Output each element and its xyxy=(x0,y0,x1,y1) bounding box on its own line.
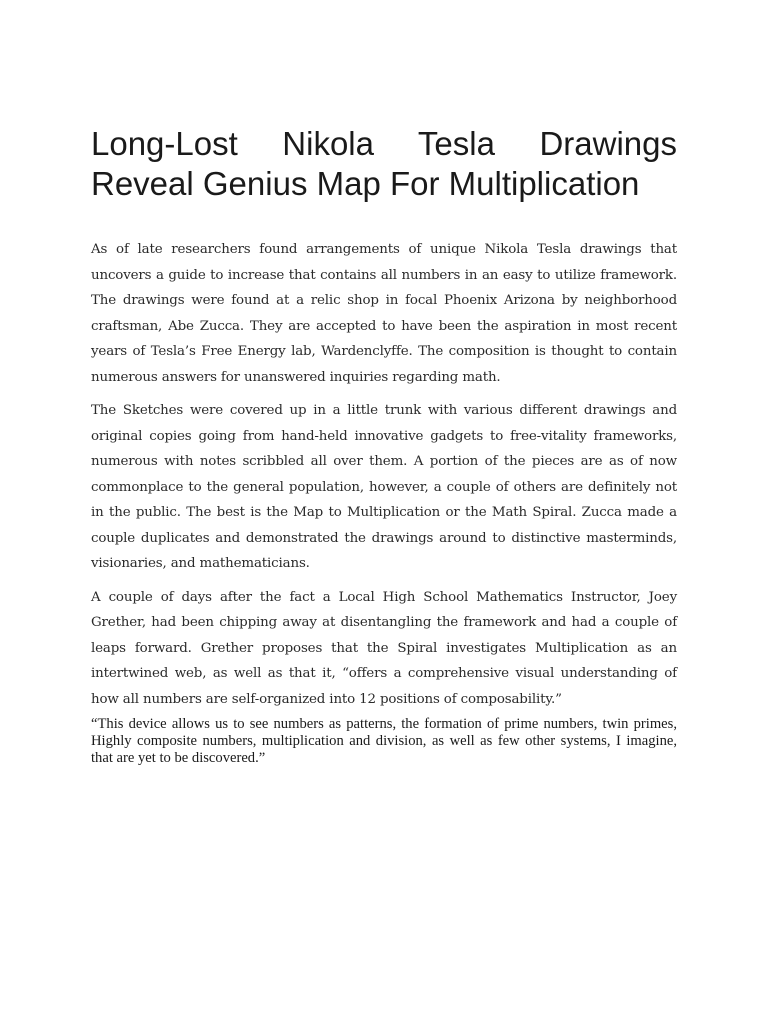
article-title xyxy=(91,124,677,204)
article-paragraph-2: The Sketches were covered up in a little trunk with various different drawings and original copies going from hand-held innovative gadgets to free-vitality frameworks, numerous with notes scribbled all over them. A portion of the pieces are as of now commonplace to the general population, however, a couple of others are definitely not in the public. The best is the Map to Multiplication or the Math Spiral. Zucca made a couple duplicates and demonstrated the drawings around to distinctive masterminds, visionaries, and mathematicians. xyxy=(91,403,677,571)
article-title-line-1: Long-Lost Nikola Tesla Drawings xyxy=(91,125,677,162)
article-quote: “This device allows us to see numbers as patterns, the formation of prime numbers, twin primes, Highly composite numbers, multiplication and division, as well as few other systems, I imagine, that are yet to be discovered.” xyxy=(91,716,677,766)
article-title-line-2: Reveal Genius Map For Multiplication xyxy=(91,165,640,202)
article-paragraph-3: A couple of days after the fact a Local High School Mathematics Instructor, Joey Grether, had been chipping away at disentangling the framework and had a couple of leaps forward. Grether proposes that the Spiral investigates Multiplication as an intertwined web, as well as that it, “offers a comprehensive visual understanding of how all numbers are self-organized into 12 positions of composability.” xyxy=(91,589,677,707)
document-page xyxy=(91,0,677,767)
article-paragraph-1: As of late researchers found arrangements of unique Nikola Tesla drawings that uncovers a guide to increase that contains all numbers in an easy to utilize framework. The drawings were found at a relic shop in focal Phoenix Arizona by neighborhood craftsman, Abe Zucca. They are accepted to have been the aspiration in most recent years of Tesla’s Free Energy lab, Wardenclyffe. The composition is thought to contain numerous answers for unanswered inquiries regarding math. xyxy=(91,242,677,385)
